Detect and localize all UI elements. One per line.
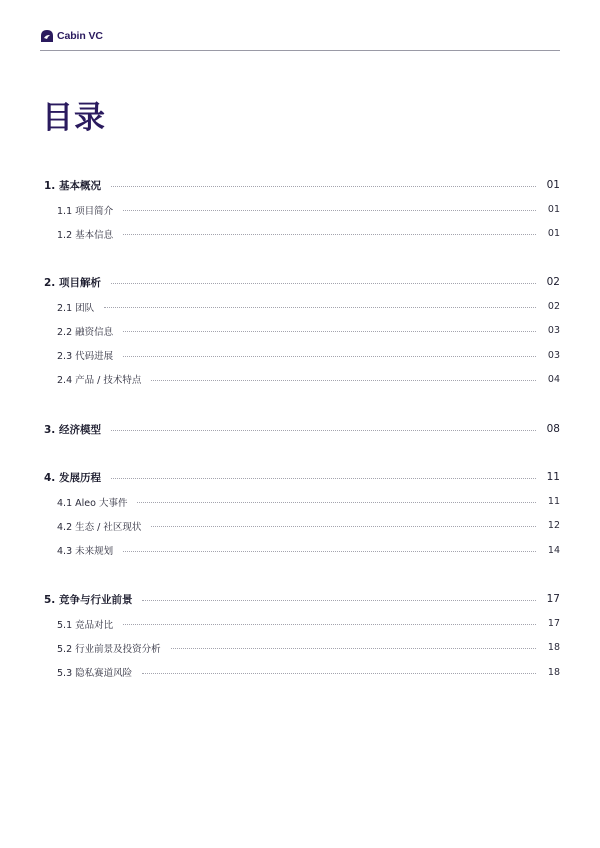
toc-page-number: 02: [546, 276, 560, 288]
toc-section[interactable]: [44, 274, 560, 290]
toc-subsection[interactable]: [44, 542, 560, 558]
toc-subsection-label: 1.1 项目简介: [57, 205, 114, 217]
toc-subsection-label: 2.2 融资信息: [57, 326, 114, 338]
toc-section[interactable]: [44, 591, 560, 607]
toc-subsection[interactable]: [44, 323, 560, 339]
toc-page-number: 04: [547, 373, 560, 385]
toc-leader-dots: [151, 380, 536, 381]
toc-subsection-label: 2.3 代码进展: [57, 351, 114, 363]
toc-subsection-label: 2.4 产品 / 技术特点: [57, 375, 142, 387]
toc-subsection[interactable]: [44, 347, 560, 363]
page-header: [40, 26, 560, 51]
toc-subsection-label: 4.3 未来规划: [57, 546, 114, 558]
toc-page-number: 18: [547, 666, 560, 678]
toc-section-label: 5. 竞争与行业前景: [44, 593, 133, 606]
toc-page-number: 12: [547, 520, 560, 532]
cabin-logo-icon: [40, 29, 54, 43]
toc-leader-dots: [142, 600, 536, 601]
toc-page-number: 11: [546, 471, 560, 483]
toc-subsection-label: 5.3 隐私赛道风险: [57, 668, 133, 680]
toc-leader-dots: [123, 624, 536, 625]
toc-leader-dots: [123, 234, 536, 235]
toc-subsection[interactable]: [44, 202, 560, 218]
toc-leader-dots: [111, 430, 536, 431]
toc-page-number: 03: [547, 325, 560, 337]
toc-subsection-label: 5.1 竞品对比: [57, 619, 114, 631]
toc-section[interactable]: [44, 469, 560, 485]
toc-page-number: 17: [547, 618, 560, 629]
toc-subsection-label: 4.2 生态 / 社区现状: [57, 521, 142, 533]
toc-page-number: 11: [547, 496, 560, 507]
toc-subsection[interactable]: [44, 664, 560, 680]
toc-page-number: 01: [547, 204, 560, 215]
toc-subsection-label: 4.1 Aleo 大事件: [57, 497, 128, 509]
toc-section-label: 3. 经济模型: [44, 423, 101, 436]
toc-leader-dots: [123, 210, 536, 211]
toc-page-number: 17: [546, 593, 560, 605]
toc-section-label: 1. 基本概况: [44, 179, 101, 192]
toc-leader-dots: [137, 502, 536, 503]
toc-page-number: 08: [546, 423, 560, 435]
toc-leader-dots: [123, 551, 536, 552]
toc-subsection[interactable]: [44, 494, 560, 510]
toc-subsection[interactable]: [44, 518, 560, 534]
toc-subsection-label: 5.2 行业前景及投资分析: [57, 643, 161, 655]
toc-leader-dots: [123, 356, 536, 357]
logo: [40, 29, 103, 43]
toc-subsection[interactable]: [44, 640, 560, 656]
toc-page-number: 14: [547, 544, 560, 556]
toc-leader-dots: [171, 648, 536, 649]
toc-leader-dots: [111, 283, 536, 284]
toc-subsection[interactable]: [44, 616, 560, 632]
toc-page-number: 01: [546, 179, 560, 191]
toc-subsection-label: 1.2 基本信息: [57, 229, 114, 241]
toc-section[interactable]: [44, 177, 560, 193]
logo-text: Cabin VC: [57, 30, 103, 42]
toc-leader-dots: [142, 673, 536, 674]
page-title: 目录: [42, 100, 106, 136]
toc-leader-dots: [111, 478, 536, 479]
toc-leader-dots: [123, 331, 536, 332]
toc-page-number: 18: [547, 642, 560, 654]
toc-page-number: 02: [547, 301, 560, 312]
toc-leader-dots: [104, 307, 536, 308]
toc-section-label: 4. 发展历程: [44, 471, 101, 484]
toc-section-label: 2. 项目解析: [44, 276, 101, 289]
toc-subsection[interactable]: [44, 299, 560, 315]
toc-subsection-label: 2.1 团队: [57, 302, 95, 314]
toc-subsection[interactable]: [44, 371, 560, 387]
toc-section[interactable]: [44, 421, 560, 437]
toc-leader-dots: [151, 526, 536, 527]
toc-page-number: 03: [547, 349, 560, 361]
toc-subsection[interactable]: [44, 226, 560, 242]
toc-page-number: 01: [547, 228, 560, 240]
toc-leader-dots: [111, 186, 536, 187]
